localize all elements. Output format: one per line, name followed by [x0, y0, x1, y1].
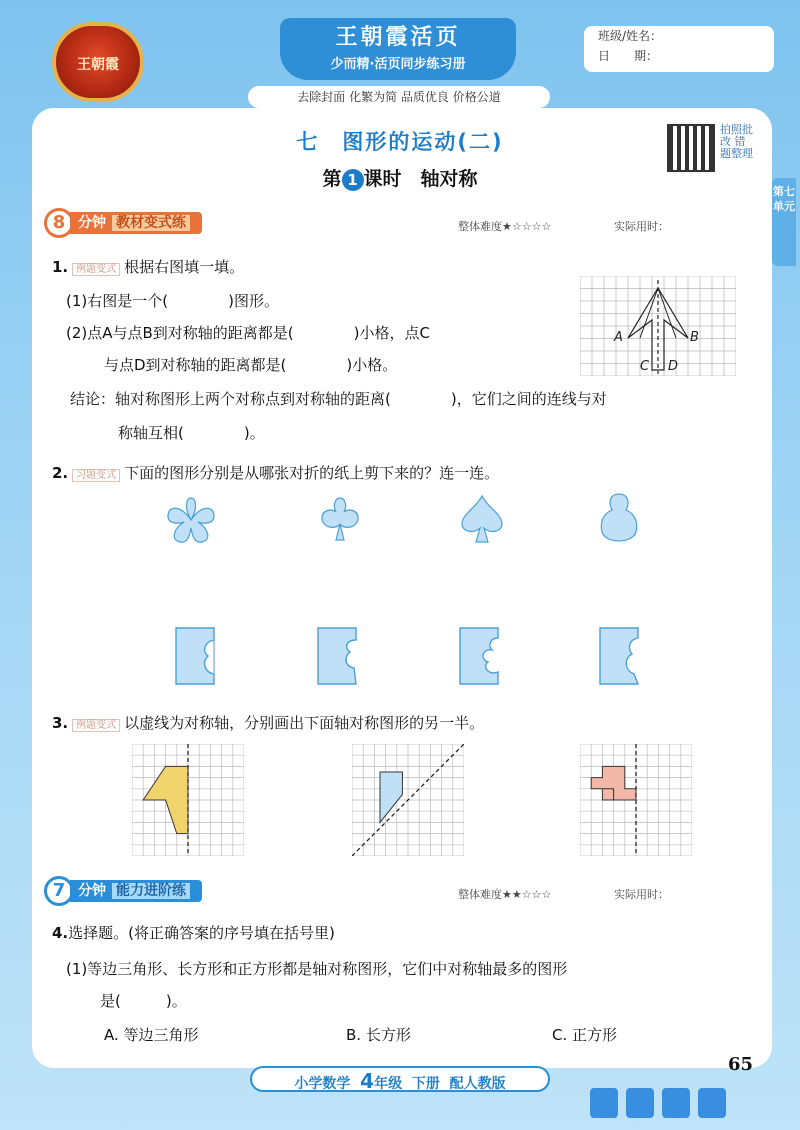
q1-part1[interactable]: (1)右图是一个( )图形。	[66, 292, 279, 310]
section-minutes: 7	[44, 876, 74, 906]
q1-part2-cont[interactable]: 与点D到对称轴的距离都是( )小格。	[104, 356, 398, 374]
lesson-prefix: 第	[322, 168, 342, 190]
footer-edition: 配人教版	[449, 1076, 506, 1092]
footer-subject: 小学数学	[294, 1076, 351, 1092]
brand-title: 王朝霞活页	[335, 25, 461, 50]
q3-tag: 例题变式	[72, 719, 120, 732]
cut-shape-clover[interactable]	[160, 494, 222, 546]
actual-time-label[interactable]: 实际用时：	[614, 888, 669, 901]
q4-text: 选择题。(将正确答案的序号填在括号里)	[68, 924, 335, 942]
folded-paper-3[interactable]	[458, 626, 502, 686]
q2-text: 下面的图形分别是从哪张对折的纸上剪下来的？连一连。	[124, 464, 500, 482]
q3-number: 3.	[52, 714, 69, 732]
minutes-label: 分钟	[78, 215, 106, 231]
pink-half-shape	[591, 766, 636, 800]
footer-grade: 4	[360, 1069, 375, 1093]
q1-part2[interactable]: (2)点A与点B到对称轴的距离都是( )小格，点C	[66, 324, 430, 342]
section-name: 能力进阶练	[112, 883, 190, 899]
cut-shape-gourd[interactable]	[594, 490, 644, 548]
difficulty-rating: 整体难度★★☆☆☆	[458, 888, 552, 901]
question-4	[52, 922, 335, 943]
point-D-label: D	[668, 359, 679, 374]
q3-text: 以虚线为对称轴，分别画出下面轴对称图形的另一半。	[124, 714, 485, 732]
q3-grid-1[interactable]	[132, 744, 244, 856]
unit-side-tab: 第七单元	[772, 178, 796, 266]
folded-paper-1[interactable]	[174, 626, 218, 686]
binder-tab	[590, 1088, 618, 1118]
section-name: 教材变式练	[112, 215, 190, 231]
actual-time-label[interactable]: 实际用时：	[614, 220, 669, 233]
minutes-label: 分钟	[78, 883, 106, 899]
date-label: 日 期：	[598, 49, 659, 63]
slogan: 去除封面 化繁为简 品质优良 价格公道	[248, 86, 550, 108]
q3-grid-2[interactable]	[352, 744, 464, 856]
lesson-title	[0, 164, 800, 191]
q1-text: 根据右图填一填。	[124, 258, 245, 276]
q2-tag: 习题变式	[72, 469, 120, 482]
q4-part1: (1)等边三角形、长方形和正方形都是轴对称图形，它们中对称轴最多的图形	[66, 960, 568, 978]
point-C-label: C	[640, 359, 650, 374]
unit-title: 七 图形的运动(二)	[296, 130, 504, 154]
q1-conclusion-cont[interactable]: 称轴互相( )。	[118, 424, 265, 442]
cut-shape-club[interactable]	[312, 494, 368, 546]
question-1	[52, 256, 244, 277]
q4-option-b[interactable]: B. 长方形	[346, 1026, 411, 1044]
footer-term: 下册	[411, 1076, 440, 1092]
q4-option-a[interactable]: A. 等边三角形	[104, 1026, 199, 1044]
q1-conclusion[interactable]: 结论：轴对称图形上两个对称点到对称轴的距离( )，它们之间的连线与对	[70, 390, 607, 408]
binder-tab	[698, 1088, 726, 1118]
q4-part1-cont[interactable]: 是( )。	[100, 992, 187, 1010]
lesson-number: 1	[342, 169, 364, 191]
brand-banner	[280, 18, 516, 80]
q3-grid-3[interactable]	[580, 744, 692, 856]
q4-option-c[interactable]: C. 正方形	[552, 1026, 618, 1044]
q1-tag: 例题变式	[72, 263, 120, 276]
section-minutes: 8	[44, 208, 74, 238]
brand-subtitle: 少而精·活页同步练习册	[330, 57, 466, 72]
q2-number: 2.	[52, 464, 69, 482]
question-2	[52, 462, 499, 483]
point-B-label: B	[690, 330, 699, 345]
footer-grade-suffix: 年级	[374, 1076, 403, 1092]
cut-shape-spade[interactable]	[456, 492, 508, 548]
point-A-label: A	[614, 330, 623, 345]
logo-text: 王朝霞	[77, 57, 119, 73]
q4-number: 4.	[52, 924, 69, 942]
binder-tab	[662, 1088, 690, 1118]
binder-tab	[626, 1088, 654, 1118]
class-name-label: 班级/姓名：	[598, 29, 663, 43]
section-label	[70, 880, 202, 902]
difficulty-rating: 整体难度★☆☆☆☆	[458, 220, 552, 233]
page-number: 65	[728, 1054, 754, 1075]
folded-paper-2[interactable]	[316, 626, 360, 686]
qr-caption: 拍照批改 错题整理	[720, 123, 753, 160]
question-3	[52, 712, 484, 733]
q1-grid-figure	[580, 276, 736, 376]
q1-number: 1.	[52, 258, 69, 276]
folded-paper-4[interactable]	[598, 626, 642, 686]
name-date-box[interactable]	[584, 26, 774, 72]
footer-badge	[250, 1066, 550, 1092]
brand-logo	[52, 22, 144, 102]
lesson-name: 课时 轴对称	[363, 168, 478, 190]
blue-half-shape	[380, 772, 402, 822]
section-label	[70, 212, 202, 234]
